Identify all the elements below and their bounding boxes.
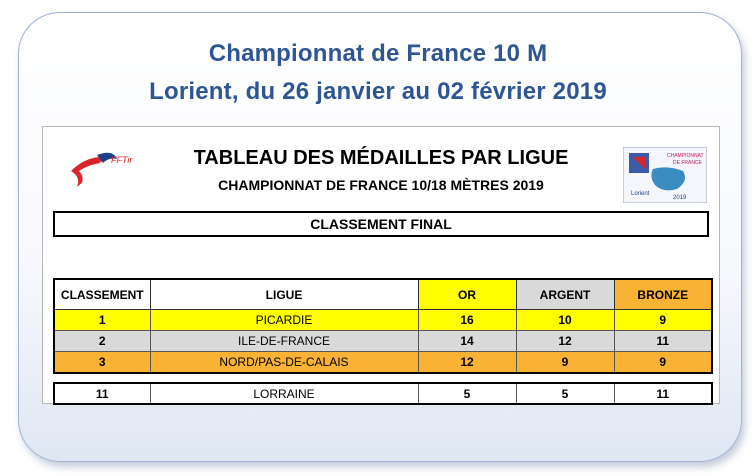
rank-cell: 2	[54, 331, 150, 352]
argent-cell: 9	[516, 352, 614, 374]
header-argent: ARGENT	[516, 279, 614, 310]
svg-text:DE FRANCE: DE FRANCE	[673, 160, 702, 166]
page-title: Championnat de France 10 M	[208, 40, 548, 67]
medal-sheet	[42, 126, 720, 404]
table-row	[54, 352, 712, 374]
rank-cell: 3	[54, 352, 150, 374]
ligue-cell: NORD/PAS-DE-CALAIS	[150, 352, 418, 374]
header-ligue: LIGUE	[150, 279, 418, 310]
medal-table	[53, 278, 713, 374]
svg-text:2019: 2019	[673, 195, 687, 201]
header-bronze: BRONZE	[614, 279, 712, 310]
bronze-cell: 11	[614, 383, 712, 404]
table-header-row	[54, 279, 712, 310]
svg-text:Lorient: Lorient	[631, 191, 650, 197]
lorraine-table	[53, 382, 713, 405]
or-cell: 12	[418, 352, 516, 374]
ligue-cell: LORRAINE	[150, 383, 418, 404]
table-row	[54, 383, 712, 404]
header-or: OR	[418, 279, 516, 310]
section-title: CLASSEMENT FINAL	[53, 211, 709, 237]
or-cell: 14	[418, 331, 516, 352]
table-row	[54, 331, 712, 352]
argent-cell: 5	[516, 383, 614, 404]
rank-cell: 1	[54, 310, 150, 331]
ligue-cell: PICARDIE	[150, 310, 418, 331]
header-classement: CLASSEMENT	[54, 279, 150, 310]
table-row	[54, 310, 712, 331]
logo-left-text: FFTir	[111, 155, 133, 165]
argent-cell: 12	[516, 331, 614, 352]
bronze-cell: 9	[614, 352, 712, 374]
argent-cell: 10	[516, 310, 614, 331]
bronze-cell: 9	[614, 310, 712, 331]
ligue-cell: ILE-DE-FRANCE	[150, 331, 418, 352]
or-cell: 5	[418, 383, 516, 404]
page-subtitle: Lorient, du 26 janvier au 02 février 2019	[149, 78, 607, 105]
sheet-heading: TABLEAU DES MÉDAILLES PAR LIGUE	[193, 147, 569, 169]
bronze-cell: 11	[614, 331, 712, 352]
or-cell: 16	[418, 310, 516, 331]
rank-cell: 11	[54, 383, 150, 404]
svg-text:CHAMPIONNAT: CHAMPIONNAT	[667, 153, 704, 159]
sheet-subheading: CHAMPIONNAT DE FRANCE 10/18 MÈTRES 2019	[218, 177, 544, 193]
